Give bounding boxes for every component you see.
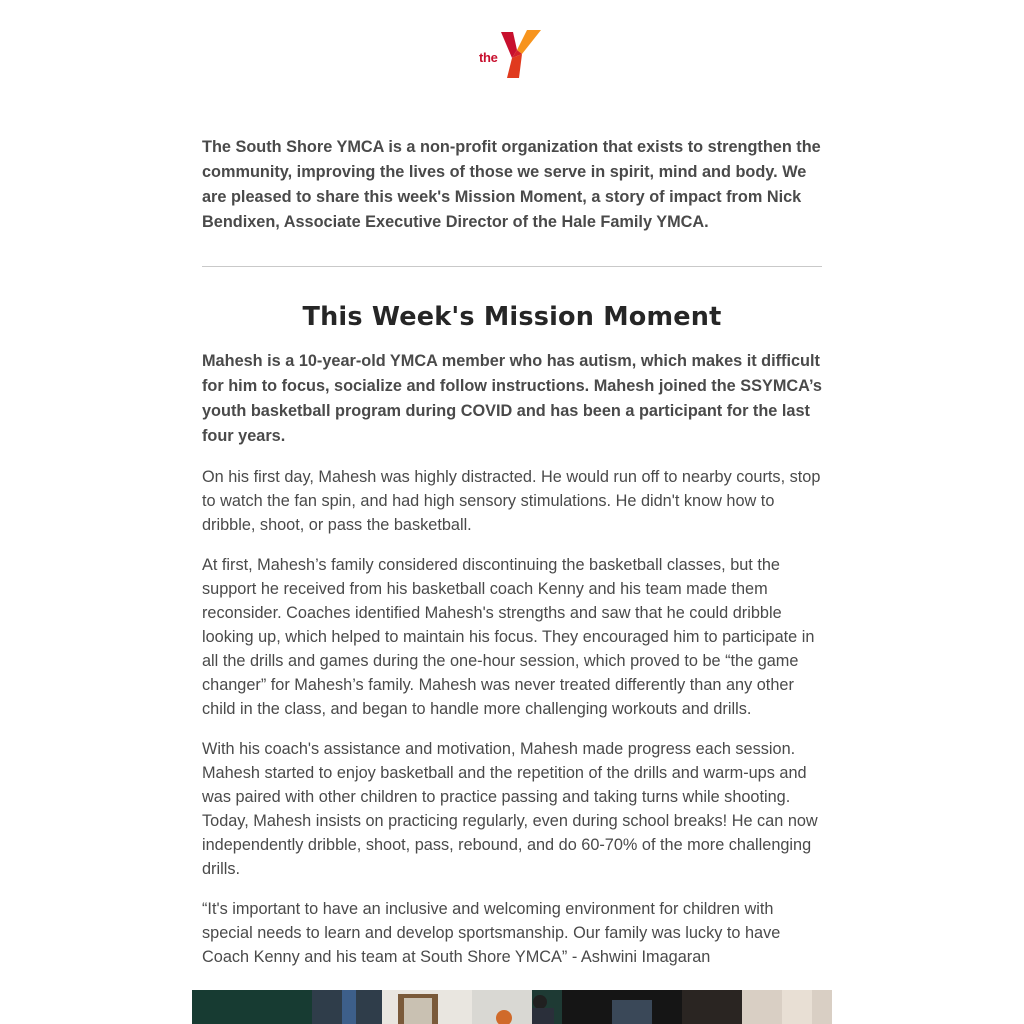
intro-text: The South Shore YMCA is a non-profit organization that exists to strengthen the community, improving the lives of those we serve in spirit, mind and body. We are pleased to share this week's Mission Moment, a story of impact from Nick Bendixen, Associate Executive Director of the Hale Family YMCA. [202, 138, 821, 231]
section-heading: This Week's Mission Moment [302, 302, 722, 332]
quote-paragraph: “It's important to have an inclusive and welcoming environment for children with special needs to learn and develop sportsmanship. Our family was lucky to have Coach Kenny and his team at South Shore YMCA” - Ashwini Imagaran [202, 900, 781, 966]
header [0, 28, 1024, 84]
email-body [202, 135, 822, 969]
ymca-logo[interactable] [479, 28, 545, 82]
story-paragraph-2: At first, Mahesh’s family considered discontinuing the basketball classes, but the support he received from his basketball coach Kenny and his team made them reconsider. Coaches identified Mahesh's strengths and saw that he could dribble looking up, which helped to maintain his focus. They encouraged him to participate in all the drills and games during the one-hour session, which proved to be “the game changer” for Mahesh’s family. Mahesh was never treated differently than any other child in the class, and began to handle more challenging workouts and drills. [202, 556, 815, 718]
logo-the-text: the [479, 50, 498, 65]
photo-image [192, 990, 832, 1024]
story-paragraph-1: On his first day, Mahesh was highly distracted. He would run off to nearby courts, stop to watch the fan spin, and had high sensory stimulations. He didn't know how to dribble, shoot, or pass the basketball. [202, 468, 821, 534]
story-paragraph-3: With his coach's assistance and motivation, Mahesh made progress each session. Mahesh started to enjoy basketball and the repetition of the drills and warm-ups and was paired with other children to practice passing and taking turns while shooting. Today, Mahesh insists on practicing regularly, even during school breaks! He can now independently dribble, shoot, pass, rebound, and do 60-70% of the more challenging drills. [202, 740, 818, 878]
divider [202, 266, 822, 267]
basketball-photo [192, 990, 832, 1024]
lead-paragraph: Mahesh is a 10-year-old YMCA member who has autism, which makes it difficult for him to focus, socialize and follow instructions. Mahesh joined the SSYMCA’s youth basketball program during COVID and has been a participant for the last four years. [202, 352, 822, 445]
